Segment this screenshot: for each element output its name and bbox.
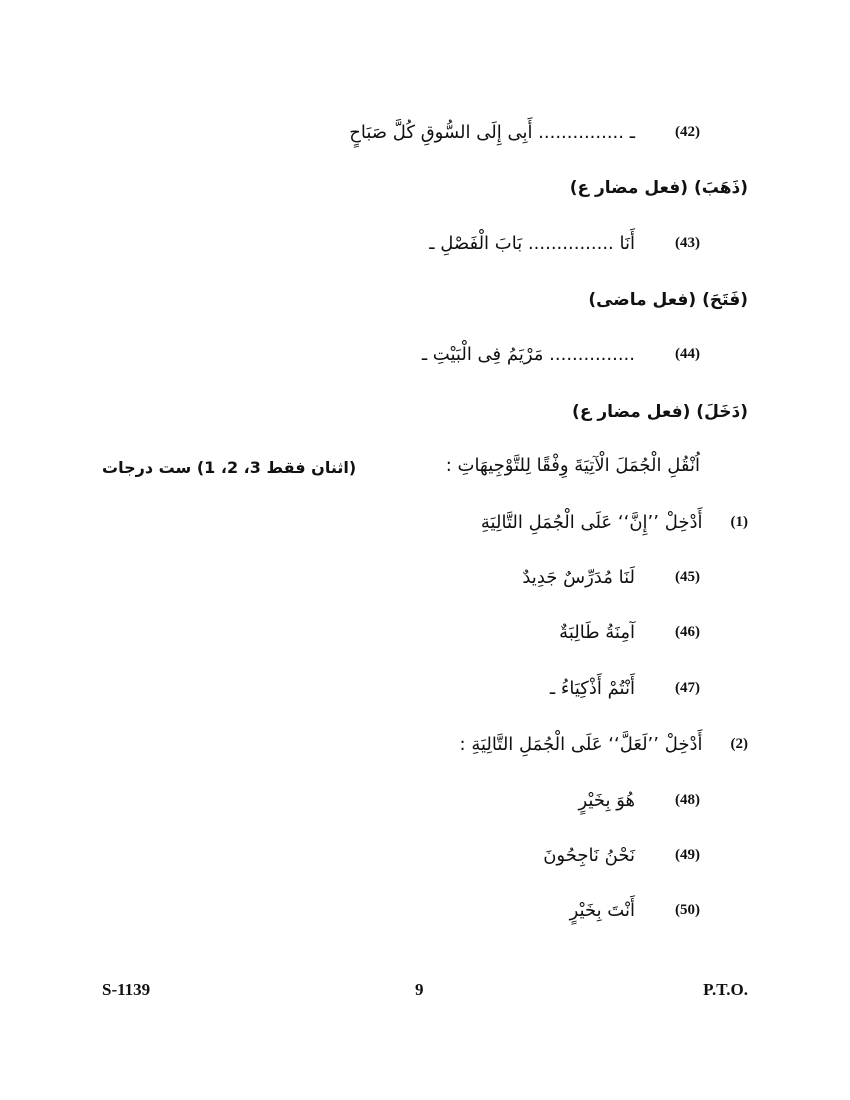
section-title: أَدْخِلْ ’’لَعَلَّ‘‘ عَلَى الْجُمَلِ التَّالِيَةِ : bbox=[459, 734, 703, 755]
question-number: (44) bbox=[675, 346, 700, 362]
question-number: (47) bbox=[675, 680, 700, 696]
question-text: آمِنَةُ طَالِبَةٌ bbox=[559, 622, 635, 643]
question-number: (48) bbox=[675, 792, 700, 808]
question-text: ............... مَرْيَمُ فِى الْبَيْتِ ـ bbox=[421, 344, 635, 365]
question-number: (49) bbox=[675, 847, 700, 863]
item-50 bbox=[570, 900, 700, 921]
question-text: أَنْتَ بِخَيْرٍ bbox=[569, 900, 635, 921]
question-44 bbox=[422, 344, 700, 365]
question-42 bbox=[349, 122, 700, 143]
question-text: أَنْتُمْ أَذْكِيَاءُ ـ bbox=[549, 678, 635, 699]
hint-43: (فَتَحَ) (فعل ماضى) bbox=[588, 290, 748, 310]
section-1-heading bbox=[481, 512, 748, 533]
question-text: أَنَا ............... بَابَ الْفَصْلِ ـ bbox=[429, 233, 635, 254]
item-46 bbox=[559, 622, 700, 643]
question-43 bbox=[429, 233, 700, 254]
hint-44: (دَخَلَ) (فعل مضار ع) bbox=[572, 402, 748, 422]
question-number: (45) bbox=[675, 569, 700, 585]
section-title: أَدْخِلْ ’’إِنَّ‘‘ عَلَى الْجُمَلِ التَّالِيَةِ bbox=[480, 512, 703, 533]
section-number: (2) bbox=[730, 736, 748, 752]
question-text: لَنَا مُدَرِّسٌ جَدِيدٌ bbox=[522, 567, 635, 588]
instruction-marks: (اثنان فقط 3، 2، 1) ست درجات bbox=[102, 458, 357, 477]
question-text: ـ ............... أَبِى إِلَى السُّوقِ كُلَّ صَبَاحٍ bbox=[349, 122, 635, 143]
instruction-text: اُنْقُلِ الْجُمَلَ الْآتِيَةَ وِفْقًا لِلتَّوْجِيهَاتِ : bbox=[445, 455, 700, 476]
item-47 bbox=[550, 678, 700, 699]
question-number: (43) bbox=[675, 235, 700, 251]
question-number: (50) bbox=[675, 902, 700, 918]
please-turn-over: P.T.O. bbox=[703, 980, 748, 999]
item-48 bbox=[578, 790, 700, 811]
question-number: (42) bbox=[675, 124, 700, 140]
section-2-heading bbox=[460, 734, 748, 755]
section-number: (1) bbox=[730, 514, 748, 530]
page-number: 9 bbox=[415, 980, 424, 999]
question-number: (46) bbox=[675, 624, 700, 640]
item-45 bbox=[522, 567, 700, 588]
question-text: هُوَ بِخَيْرٍ bbox=[578, 790, 635, 811]
item-49 bbox=[543, 845, 700, 866]
question-text: نَحْنُ نَاجِحُونَ bbox=[543, 845, 635, 866]
hint-42: (ذَهَبَ) (فعل مضار ع) bbox=[569, 178, 748, 198]
paper-code: S-1139 bbox=[102, 980, 151, 999]
